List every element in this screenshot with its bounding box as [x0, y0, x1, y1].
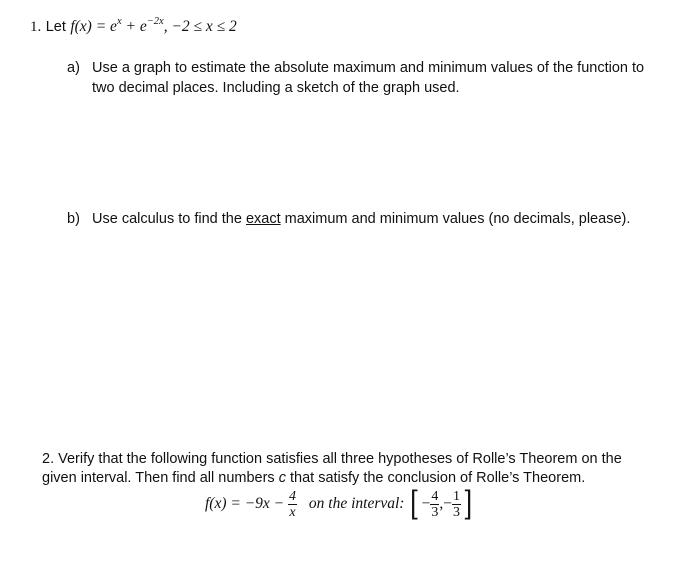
problem-2-line-2 — [42, 470, 585, 486]
part-b-text-after: maximum and minimum values (no decimals, please). — [280, 211, 631, 227]
problem-1-number: 1. — [30, 19, 42, 35]
equation-fraction-numerator: 4 — [289, 488, 297, 504]
left-endpoint-sign: − — [421, 495, 431, 512]
variable-c: c — [278, 470, 286, 486]
right-bracket: ] — [462, 484, 473, 524]
equation-fraction — [288, 489, 297, 520]
part-b-line — [92, 211, 630, 227]
right-endpoint-numerator: 1 — [452, 488, 460, 504]
part-a-line-2: two decimal places. Including a sketch of the graph used. — [92, 80, 460, 96]
left-endpoint-denominator: 3 — [431, 504, 439, 520]
left-endpoint-fraction — [430, 489, 439, 520]
function-base: f(x) = e — [70, 18, 117, 35]
right-endpoint-fraction — [452, 489, 461, 520]
function-domain: , −2 ≤ x ≤ 2 — [163, 18, 237, 35]
problem-2-line-2-after: that satisfy the conclusion of Rolle’s Theorem. — [285, 470, 586, 486]
right-endpoint-denominator: 3 — [452, 504, 460, 520]
interval-comma: , — [439, 495, 444, 512]
rolle-equation — [205, 484, 474, 527]
part-a-line-1: Use a graph to estimate the absolute maximum and minimum values of the function to — [92, 60, 645, 76]
part-b-letter: b) — [67, 211, 80, 227]
problem-1-function — [70, 15, 237, 35]
function-plus-term: + e — [121, 18, 147, 35]
left-bracket: [ — [410, 484, 420, 524]
interval-label: on the interval: — [308, 495, 405, 512]
exponent-1: x — [116, 15, 122, 27]
equation-fraction-denominator: x — [289, 504, 296, 520]
part-b-text-before: Use calculus to find the — [92, 211, 246, 227]
part-a-letter: a) — [67, 60, 80, 76]
equation-lhs: f(x) = −9x − — [205, 495, 285, 512]
part-b-emphasis: exact — [245, 211, 281, 227]
problem-2-line-2-before: given interval. Then find all numbers — [42, 470, 279, 486]
problem-2-line-1: 2. Verify that the following function satisfies all three hypotheses of Rolle’s Theorem on the — [42, 451, 622, 467]
left-endpoint-numerator: 4 — [431, 488, 439, 504]
problem-1-intro: Let — [45, 19, 66, 35]
problem-1-statement — [30, 15, 237, 36]
exponent-2: −2x — [146, 15, 164, 27]
right-endpoint-sign: − — [443, 495, 452, 512]
